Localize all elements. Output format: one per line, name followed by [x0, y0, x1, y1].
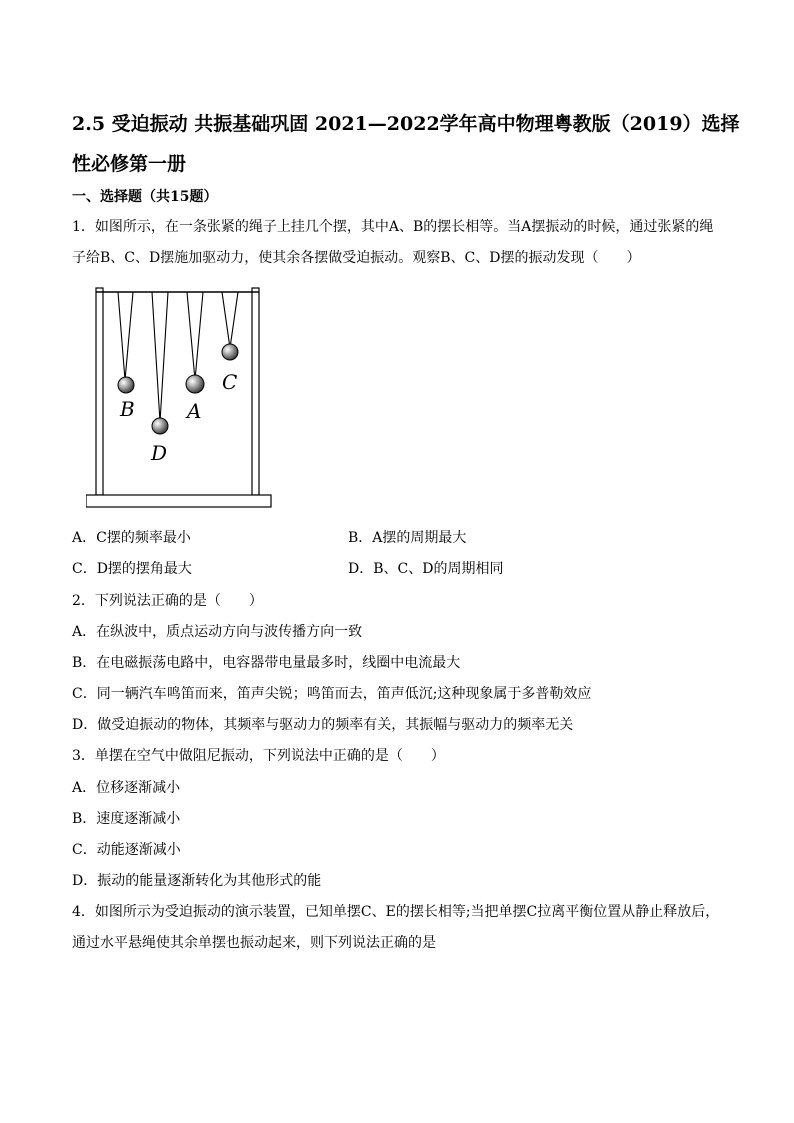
question-3-stem: 3．单摆在空气中做阻尼振动，下列说法中正确的是（ ）: [72, 748, 445, 764]
label-a: A: [187, 399, 202, 423]
ball-d: [152, 418, 168, 434]
ball-a: [186, 375, 204, 393]
q1-option-a: A．C摆的频率最小: [72, 530, 191, 546]
q3-option-d: D．振动的能量逐渐转化为其他形式的能: [72, 873, 322, 889]
pendulum-figure: [86, 286, 276, 511]
label-d: D: [151, 441, 168, 465]
q3-option-c: C．动能逐渐减小: [72, 842, 181, 858]
q1-option-d: D．B、C、D的周期相同: [348, 561, 504, 577]
q2-option-c: C．同一辆汽车鸣笛而来，笛声尖锐；鸣笛而去，笛声低沉;这种现象属于多普勒效应: [72, 686, 592, 702]
question-2-stem: 2．下列说法正确的是（ ）: [72, 593, 263, 609]
q3-option-a: A．位移逐渐减小: [72, 780, 181, 796]
ball-c: [222, 344, 238, 360]
section-heading: 一、选择题（共15题）: [72, 189, 218, 205]
page-title: 2.5 受迫振动 共振基础巩固 2021—2022学年高中物理粤教版（2019）选择性必修第一册: [72, 113, 740, 175]
q2-option-b: B．在电磁振荡电路中，电容器带电量最多时，线圈中电流最大: [72, 655, 461, 671]
question-1-line-2: 子给B、C、D摆施加驱动力，使其余各摆做受迫振动。观察B、C、D摆的振动发现（ ）: [72, 250, 641, 266]
q1-option-c: C．D摆的摆角最大: [72, 561, 192, 577]
question-1-line-1: 1．如图所示，在一条张紧的绳子上挂几个摆，其中A、B的摆长相等。当A摆振动的时候，通过张紧的绳: [72, 219, 714, 235]
q3-option-b: B．速度逐渐减小: [72, 811, 181, 827]
ball-b: [118, 377, 134, 393]
q2-option-d: D．做受迫振动的物体，其频率与驱动力的频率有关，其振幅与驱动力的频率无关: [72, 717, 574, 733]
q2-option-a: A．在纵波中，质点运动方向与波传播方向一致: [72, 624, 363, 640]
q1-option-b: B．A摆的周期最大: [348, 530, 467, 546]
label-c: C: [222, 370, 238, 394]
label-b: B: [120, 397, 135, 421]
question-4-line-1: 4．如图所示为受迫振动的演示装置，已知单摆C、E的摆长相等;当把单摆C拉离平衡位置从静止释放后，: [72, 904, 720, 920]
question-4-line-2: 通过水平悬绳使其余单摆也振动起来，则下列说法正确的是: [72, 935, 436, 951]
